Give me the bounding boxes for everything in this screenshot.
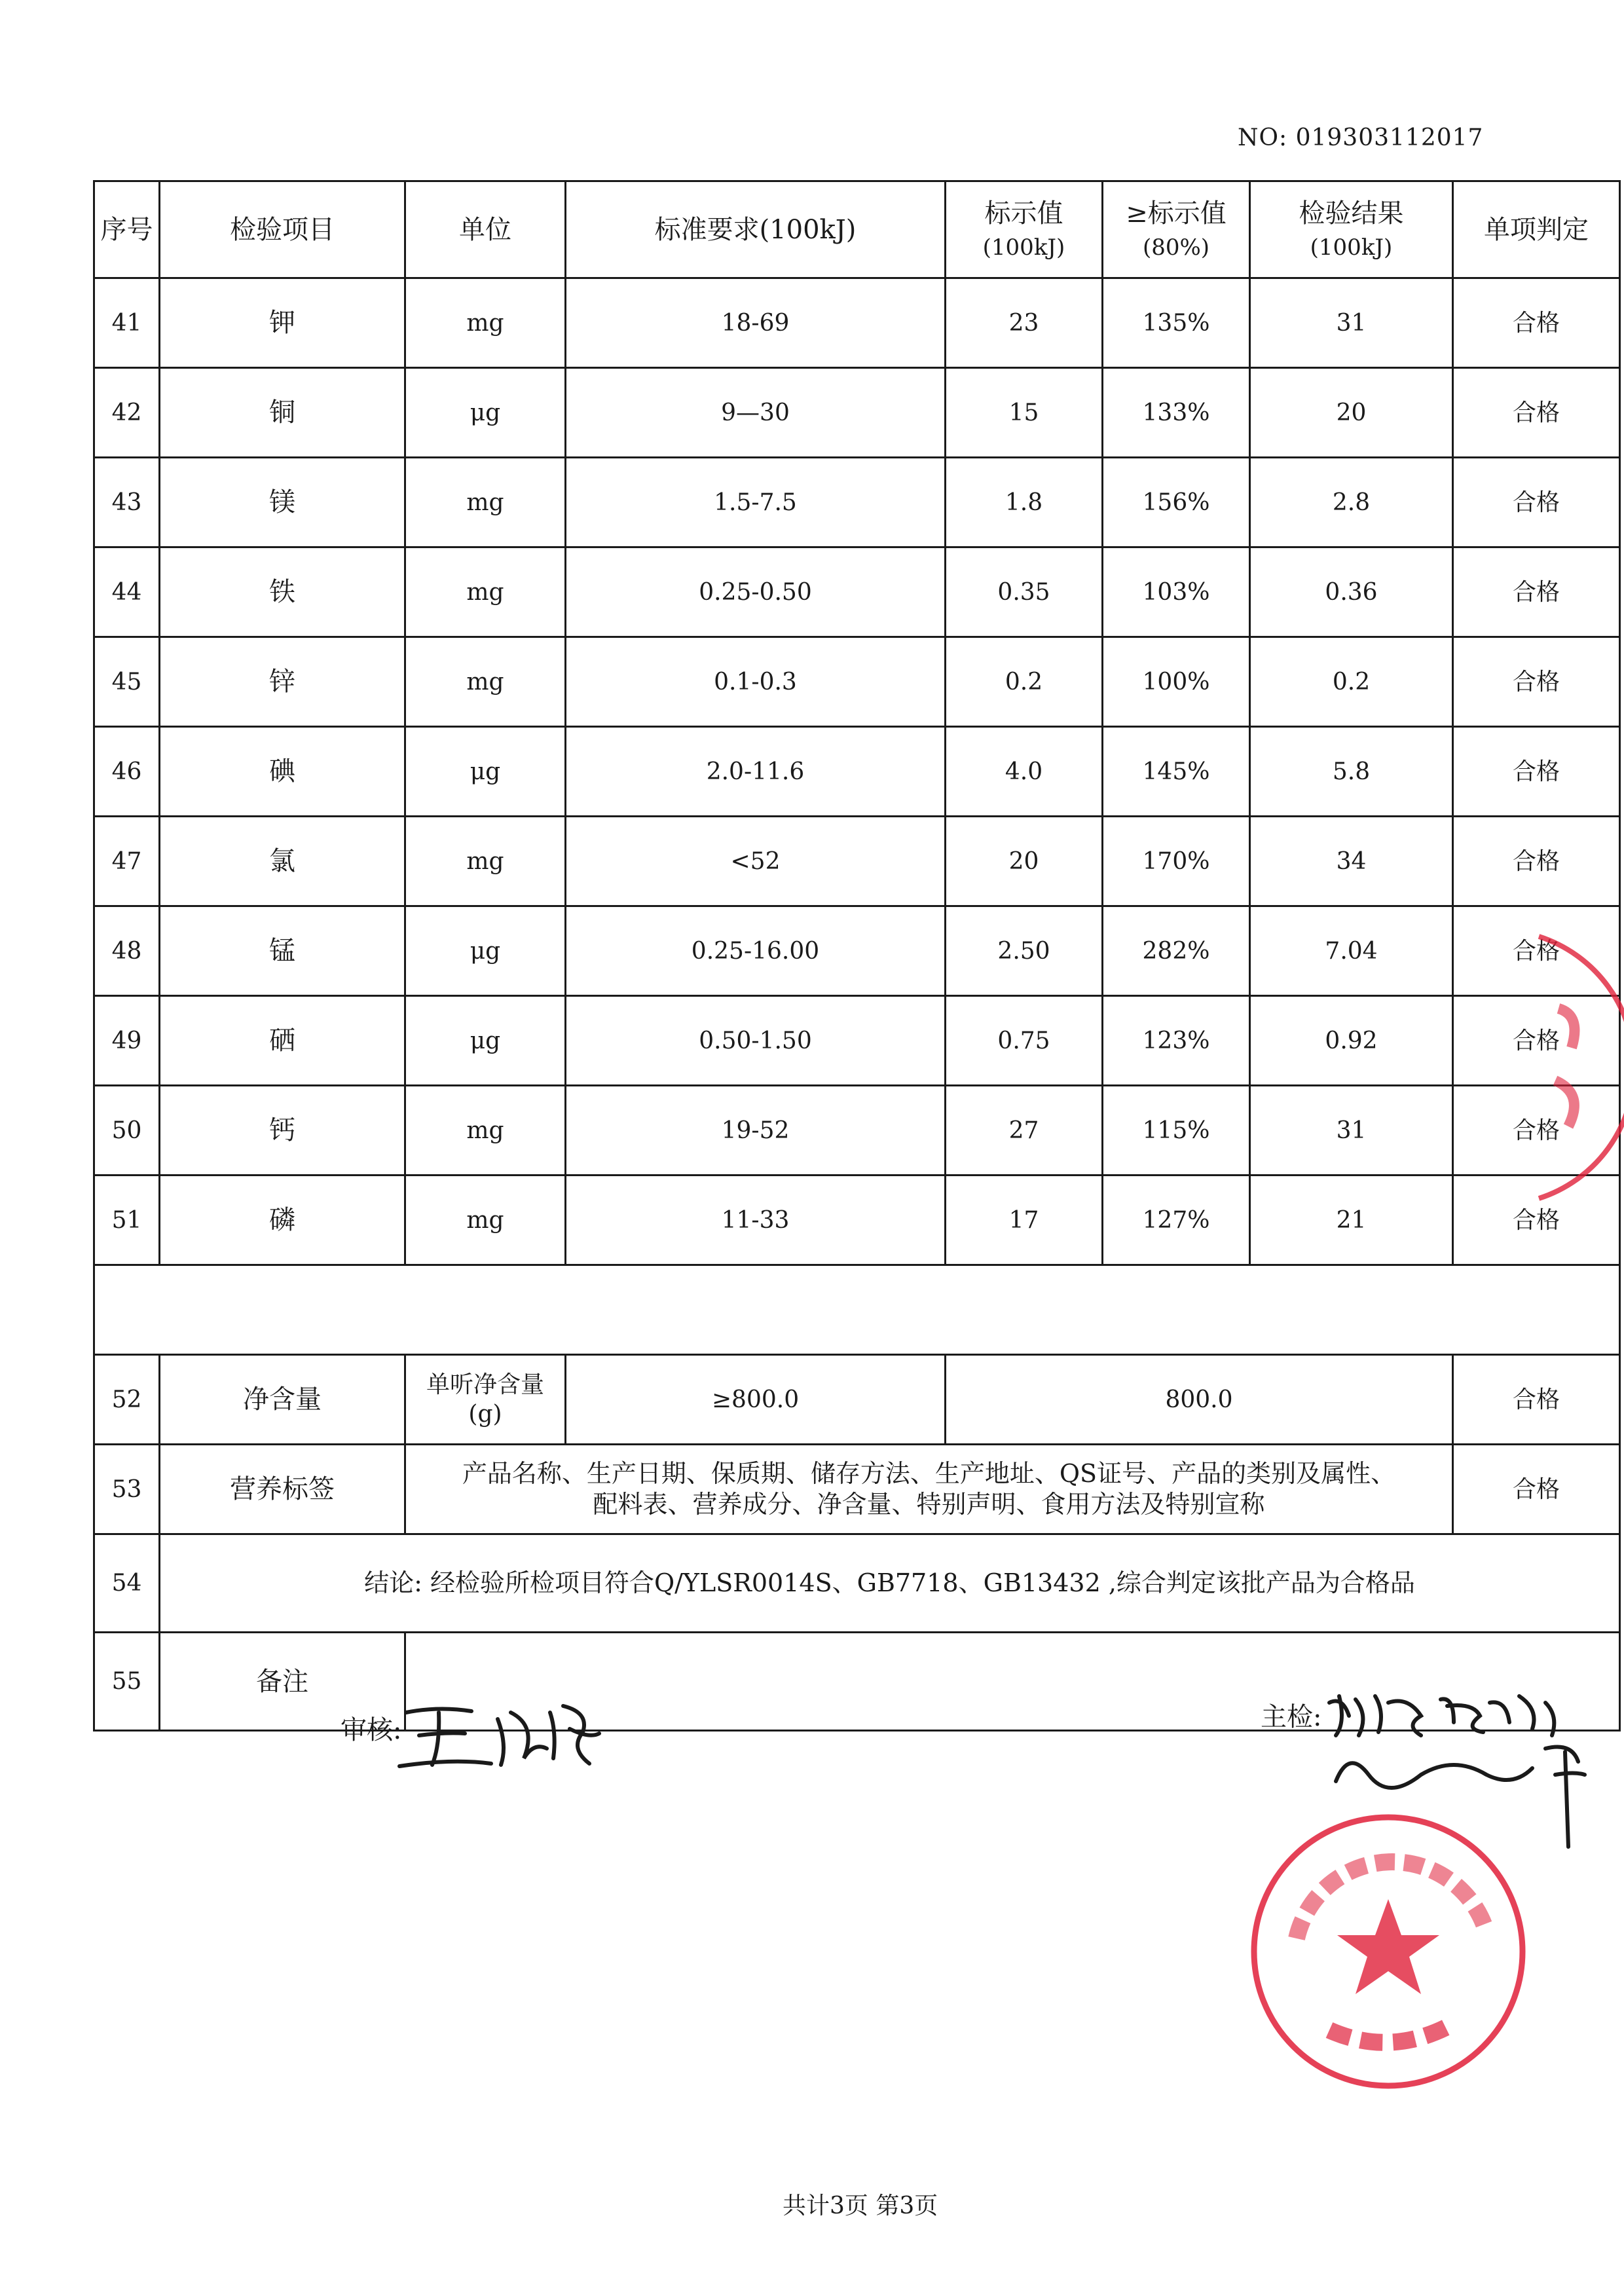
cell-verdict: 合格 [1453,458,1620,547]
header-standard: 标准要求(100kJ) [566,181,946,278]
table-row-net-content [94,1355,1620,1445]
cell-item: 钙 [160,1086,405,1176]
cell-item: 锌 [160,637,405,727]
cell-label: 0.75 [946,996,1103,1086]
cell-item: 营养标签 [160,1445,405,1534]
cell-seq: 50 [94,1086,160,1176]
label-content-line2: 配料表、营养成分、净含量、特别声明、食用方法及特别宣称 [593,1490,1265,1519]
cell-label: 0.2 [946,637,1103,727]
cell-pct: 170% [1103,817,1250,906]
cell-seq: 42 [94,368,160,458]
partial-seal [1526,930,1624,1205]
cell-item: 镁 [160,458,405,547]
cell-seq: 46 [94,727,160,817]
cell-label-content [405,1445,1453,1534]
cell-standard: 9—30 [566,368,946,458]
table-row [94,368,1620,458]
cell-pct: 103% [1103,547,1250,637]
header-label-value-sub: (100kJ) [982,234,1065,261]
cell-pct: 100% [1103,637,1250,727]
cell-item: 备注 [160,1633,405,1731]
header-verdict: 单项判定 [1453,181,1620,278]
cell-unit: 单听净含量(g) [405,1355,566,1445]
table-row-conclusion [94,1534,1620,1633]
table-row [94,727,1620,817]
cell-seq: 47 [94,817,160,906]
cell-standard: 18-69 [566,278,946,368]
inspection-table [93,180,1621,1731]
cell-unit: mg [405,278,566,368]
table-row [94,547,1620,637]
header-ge-label-sub: (80%) [1142,234,1210,261]
cell-item: 碘 [160,727,405,817]
cell-pct: 135% [1103,278,1250,368]
section-separator [94,1265,1620,1355]
cell-pct: 282% [1103,906,1250,996]
cell-verdict: 合格 [1453,368,1620,458]
cell-unit: μg [405,996,566,1086]
cell-verdict: 合格 [1453,996,1620,1086]
header-result-text: 检验结果 [1299,198,1404,229]
cell-result: 800.0 [946,1355,1453,1445]
cell-unit: mg [405,1086,566,1176]
cell-label: 0.35 [946,547,1103,637]
cell-pct: 127% [1103,1176,1250,1265]
cell-unit: μg [405,906,566,996]
cell-pct: 133% [1103,368,1250,458]
cell-pct: 123% [1103,996,1250,1086]
cell-result: 5.8 [1250,727,1453,817]
cell-seq: 45 [94,637,160,727]
cell-pct: 115% [1103,1086,1250,1176]
cell-standard: 11-33 [566,1176,946,1265]
header-item: 检验项目 [160,181,405,278]
cell-item: 锰 [160,906,405,996]
cell-result: 2.8 [1250,458,1453,547]
cell-item: 氯 [160,817,405,906]
header-result [1250,181,1453,278]
header-ge-label-text: ≥标示值 [1126,198,1227,229]
cell-standard: 0.50-1.50 [566,996,946,1086]
cell-item: 磷 [160,1176,405,1265]
cell-verdict: 合格 [1453,1176,1620,1265]
table-row [94,906,1620,996]
cell-standard: 1.5-7.5 [566,458,946,547]
cell-pct: 145% [1103,727,1250,817]
cell-label: 1.8 [946,458,1103,547]
cell-label: 23 [946,278,1103,368]
cell-unit: mg [405,458,566,547]
cell-seq: 54 [94,1534,160,1633]
reviewer-signature [393,1686,609,1785]
header-seq: 序号 [94,181,160,278]
label-content-line1: 产品名称、生产日期、保质期、储存方法、生产地址、QS证号、产品的类别及属性、 [462,1458,1396,1488]
cell-seq: 52 [94,1355,160,1445]
table-row [94,1176,1620,1265]
cell-verdict: 合格 [1453,547,1620,637]
cell-unit: mg [405,817,566,906]
document-number: NO: 019303112017 [1238,124,1484,151]
table-row [94,996,1620,1086]
cell-result: 20 [1250,368,1453,458]
header-ge-label [1103,181,1250,278]
cell-verdict: 合格 [1453,1086,1620,1176]
cell-result: 0.92 [1250,996,1453,1086]
table-row [94,1086,1620,1176]
cell-seq: 55 [94,1633,160,1731]
cell-result: 31 [1250,278,1453,368]
cell-seq: 41 [94,278,160,368]
cell-result: 0.2 [1250,637,1453,727]
cell-result: 7.04 [1250,906,1453,996]
cell-standard: <52 [566,817,946,906]
cell-seq: 43 [94,458,160,547]
company-seal [1238,1801,1539,2102]
table-row [94,637,1620,727]
table-row [94,458,1620,547]
cell-verdict: 合格 [1453,1445,1620,1534]
reviewer-label: 审核: [341,1715,402,1745]
cell-standard: 2.0-11.6 [566,727,946,817]
table-header-row [94,181,1620,278]
conclusion-text: 结论: 经检验所检项目符合Q/YLSR0014S、GB7718、GB13432 ,综合判定该批产品为合格品 [160,1534,1620,1633]
cell-standard: 0.25-16.00 [566,906,946,996]
cell-verdict: 合格 [1453,906,1620,996]
header-unit: 单位 [405,181,566,278]
cell-item: 铁 [160,547,405,637]
inspector-label: 主检: [1261,1702,1322,1732]
table-body [94,278,1620,1265]
cell-seq: 53 [94,1445,160,1534]
cell-verdict: 合格 [1453,727,1620,817]
cell-unit: μg [405,727,566,817]
cell-item: 铜 [160,368,405,458]
cell-verdict: 合格 [1453,278,1620,368]
header-label-value-text: 标示值 [984,198,1063,229]
cell-label: 4.0 [946,727,1103,817]
table-row [94,278,1620,368]
cell-label: 15 [946,368,1103,458]
cell-unit: mg [405,547,566,637]
cell-unit: μg [405,368,566,458]
header-result-sub: (100kJ) [1310,234,1393,261]
cell-seq: 48 [94,906,160,996]
cell-item: 钾 [160,278,405,368]
cell-label: 2.50 [946,906,1103,996]
cell-standard: 0.1-0.3 [566,637,946,727]
page-info: 共计3页 第3页 [783,2193,938,2219]
cell-standard: 19-52 [566,1086,946,1176]
cell-result: 34 [1250,817,1453,906]
cell-verdict: 合格 [1453,817,1620,906]
cell-item: 净含量 [160,1355,405,1445]
cell-standard: ≥800.0 [566,1355,946,1445]
cell-label: 20 [946,817,1103,906]
cell-result: 0.36 [1250,547,1453,637]
cell-label: 17 [946,1176,1103,1265]
cell-unit: mg [405,637,566,727]
cell-verdict: 合格 [1453,637,1620,727]
separator-cell [94,1265,1620,1355]
cell-item: 硒 [160,996,405,1086]
table-row [94,817,1620,906]
table-row-nutrition-label [94,1445,1620,1534]
cell-unit: mg [405,1176,566,1265]
cell-result: 21 [1250,1176,1453,1265]
cell-seq: 49 [94,996,160,1086]
cell-standard: 0.25-0.50 [566,547,946,637]
cell-result: 31 [1250,1086,1453,1176]
cell-seq: 51 [94,1176,160,1265]
cell-label: 27 [946,1086,1103,1176]
cell-verdict: 合格 [1453,1355,1620,1445]
cell-pct: 156% [1103,458,1250,547]
cell-seq: 44 [94,547,160,637]
header-label-value [946,181,1103,278]
